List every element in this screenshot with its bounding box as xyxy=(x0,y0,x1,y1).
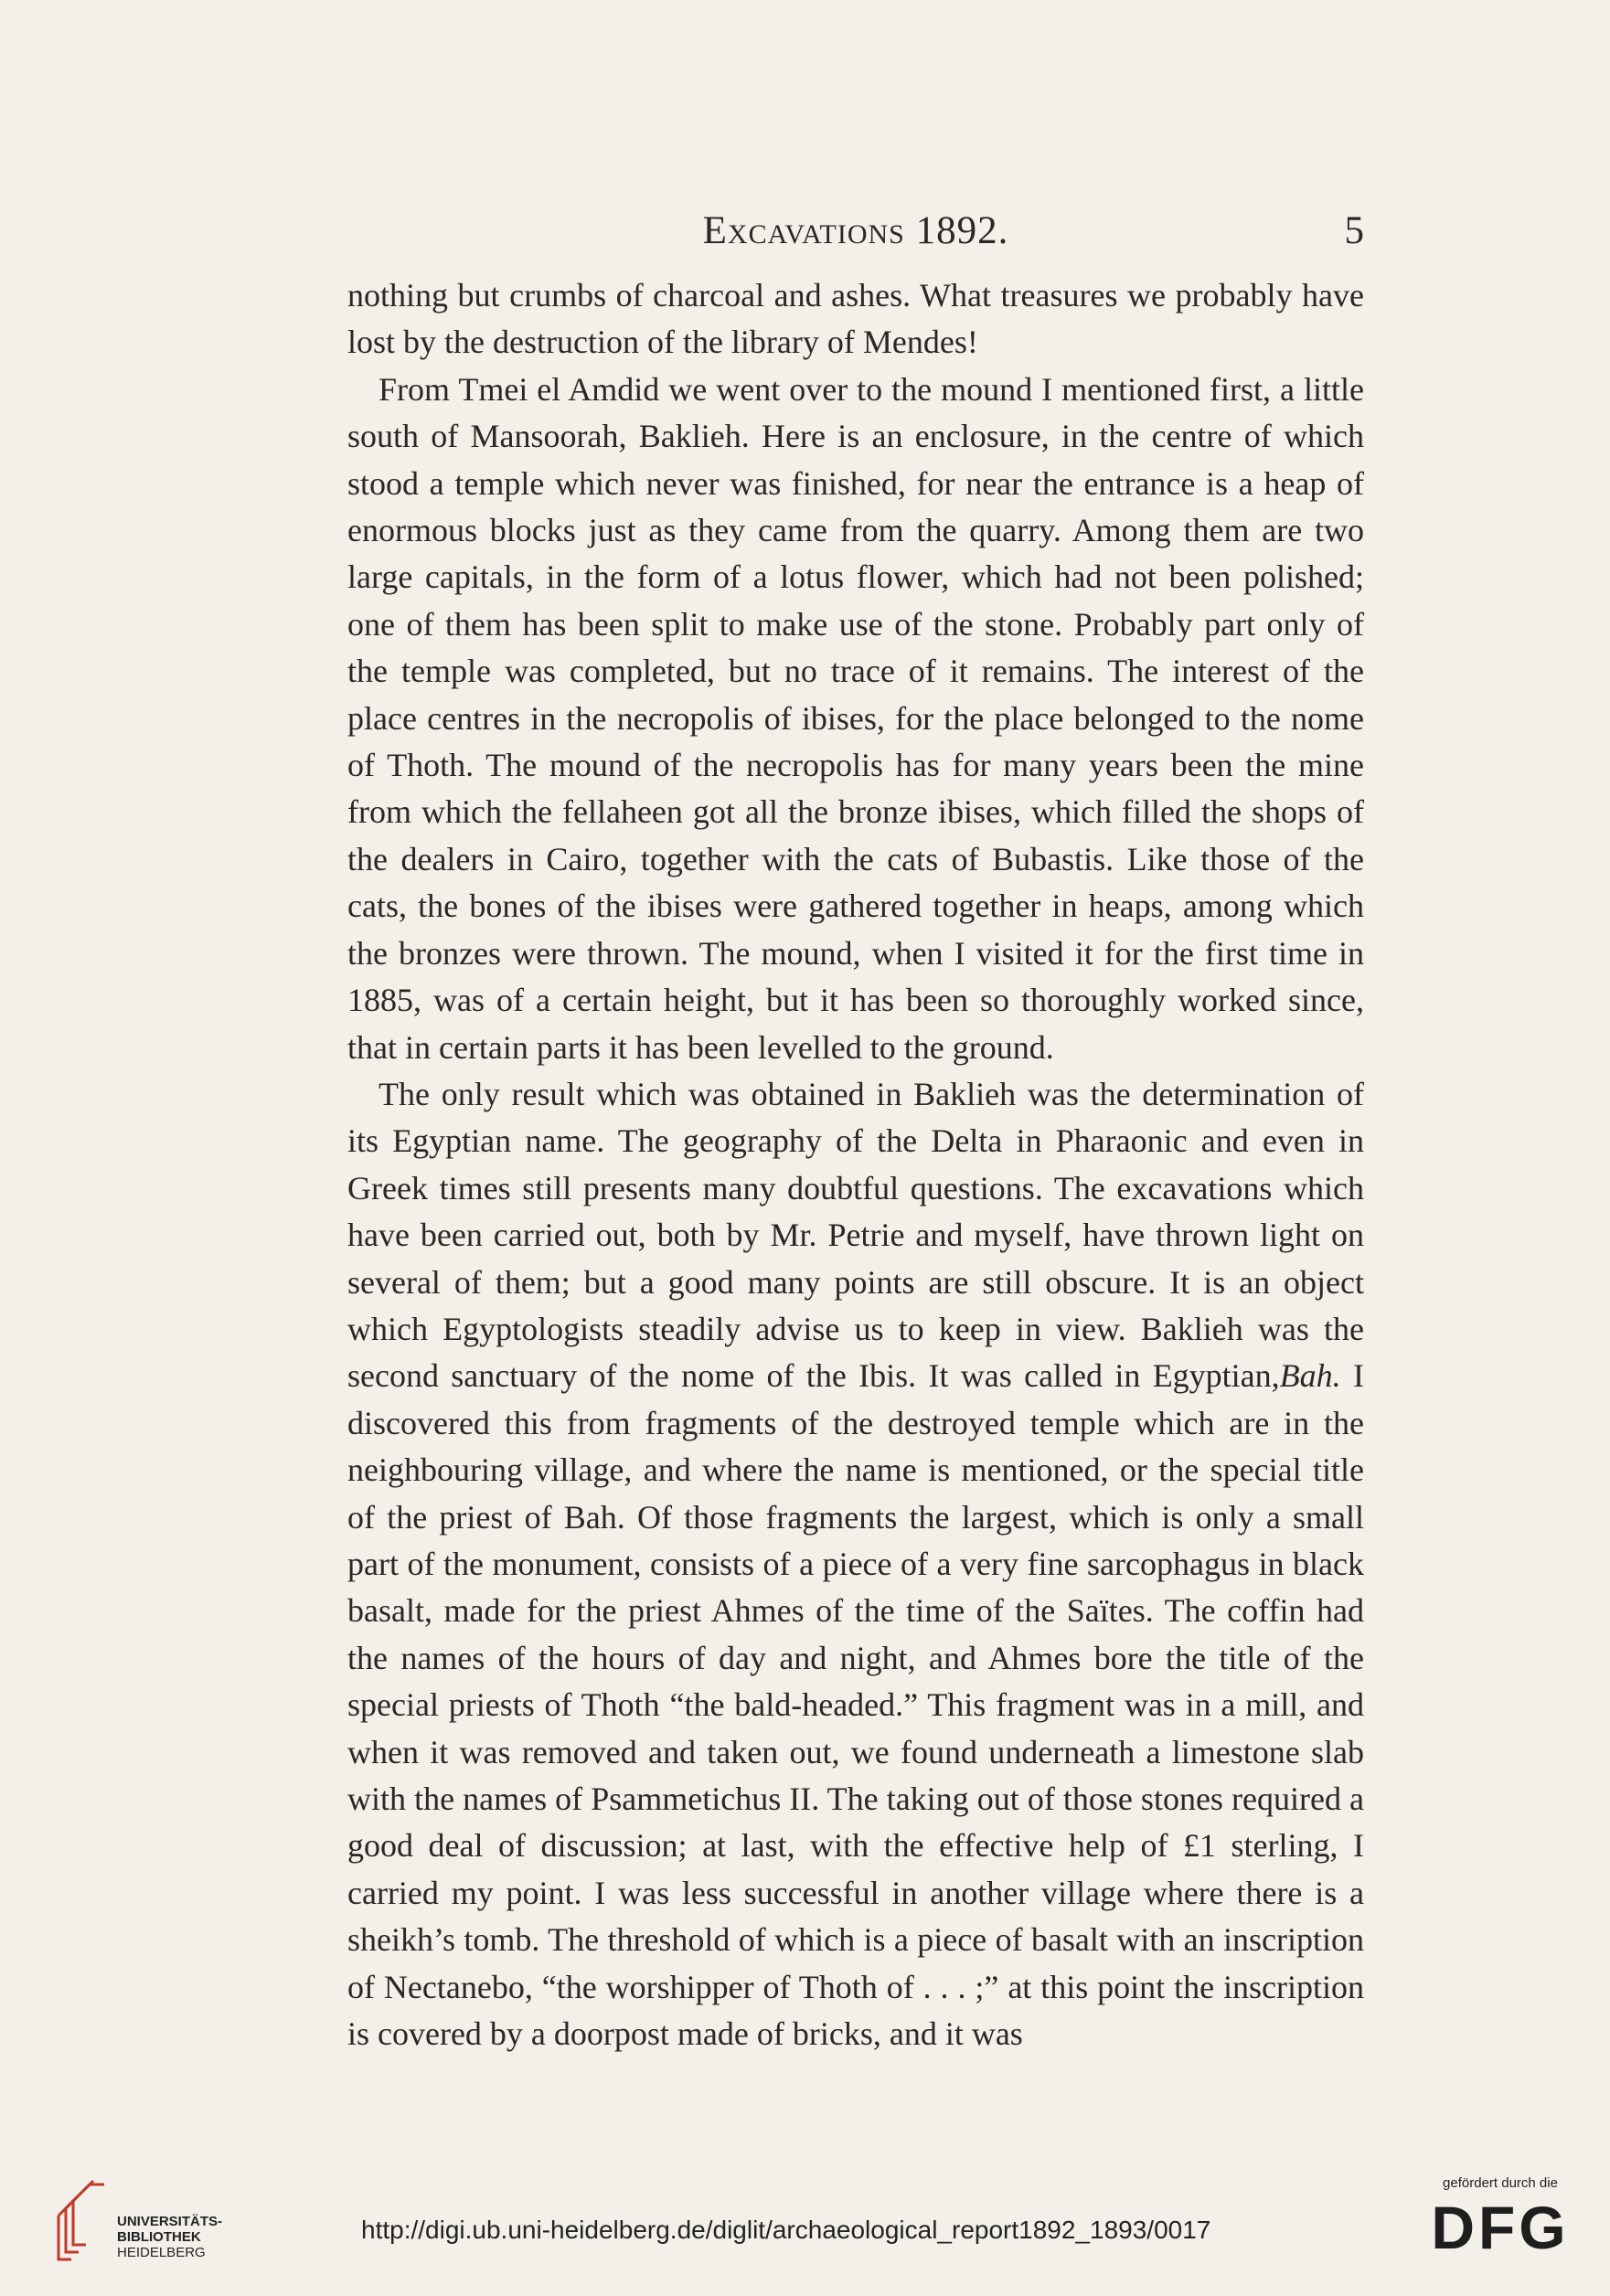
digitization-footer xyxy=(0,2175,1610,2296)
paragraph-3-start: The only result which was obtained in Baklieh was the determination of its Egyptian name. The geography of the Delta in Pharaonic and even in Greek times still presents many doubtful questions. The excavations which have been carried out, both by Mr. Petrie and myself, have thrown light on several of them; but a good many points are still obscure. It is an object which Egyptologists steadily advise us to keep in view. Baklieh was the second sanctuary of the nome of the Ibis. It was called in Egyptian, xyxy=(347,1075,1364,1395)
egyptian-name: Bah. xyxy=(1279,1357,1341,1395)
funder-block xyxy=(1409,2175,1592,2264)
page-header xyxy=(347,208,1364,260)
page-number: 5 xyxy=(1344,209,1364,252)
paragraph-2: From Tmei el Amdid we went over to the mound I mentioned first, a little south of Mansoorah, Baklieh. Here is an enclosure, in the centre of which stood a temple which never was finished, for near the entrance is a heap of enormous blocks just as they came from the quarry. Among them are two large capitals, in the form of a lotus flower, which had not been polished; one of them has been split to make use of the stone. Probably part only of the temple was completed, but no trace of it remains. The interest of the place centres in the necropolis of ibises, for the place belonged to the nome of Thoth. The mound of the necropolis has for many years been the mine from which the fellaheen got all the bronze ibises, which filled the shops of the dealers in Cairo, together with the cats of Bubastis. Like those of the cats, the bones of the ibises were gathered together in heaps, among which the bronzes were thrown. The mound, when I visited it for the first time in 1885, was of a certain height, but it has been so thoroughly worked since, that in certain parts it has been levelled to the ground. xyxy=(347,370,1364,1066)
library-logo-icon xyxy=(53,2179,110,2263)
paragraph-1: nothing but crumbs of charcoal and ashes. What treasures we probably have lost by the destruction of the library of Mendes! xyxy=(347,277,1364,361)
running-title: Excavations 1892. xyxy=(702,209,1009,252)
dfg-logo: DFG xyxy=(1431,2194,1570,2261)
library-name: UNIVERSITÄTS- BIBLIOTHEK HEIDELBERG xyxy=(117,2214,223,2260)
funder-label: gefördert durch die xyxy=(1443,2175,1558,2191)
paragraph-3 xyxy=(347,1071,1364,2058)
paragraph-3-end: I discovered this from fragments of the destroyed temple which are in the neighbouring village, and where the name is mentioned, or the special title of the priest of Bah. Of those fragments the largest, which is only a small part of the monument, consists of a piece of a very fine sarcophagus in black basalt, made for the priest Ahmes of the time of the Saïtes. The coffin had the names of the hours of day and night, and Ahmes bore the title of the special priests of Thoth “the bald-headed.” This fragment was in a mill, and when it was removed and taken out, we found underneath a limestone slab with the names of Psammetichus II. The taking out of those stones required a good deal of discussion; at last, with the effective help of £1 sterling, I carried my point. I was less successful in another village where there is a sheikh’s tomb. The threshold of which is a piece of basalt with an inscription of Nectanebo, “the worshipper of Thoth of . . . ;” at this point the inscription is covered by a doorpost made of bricks, and it was xyxy=(347,1357,1364,2053)
source-url[interactable]: http://digi.ub.uni-heidelberg.de/diglit/archaeological_report1892_1893/0017 xyxy=(361,2216,1211,2244)
body-text xyxy=(347,272,1364,2057)
